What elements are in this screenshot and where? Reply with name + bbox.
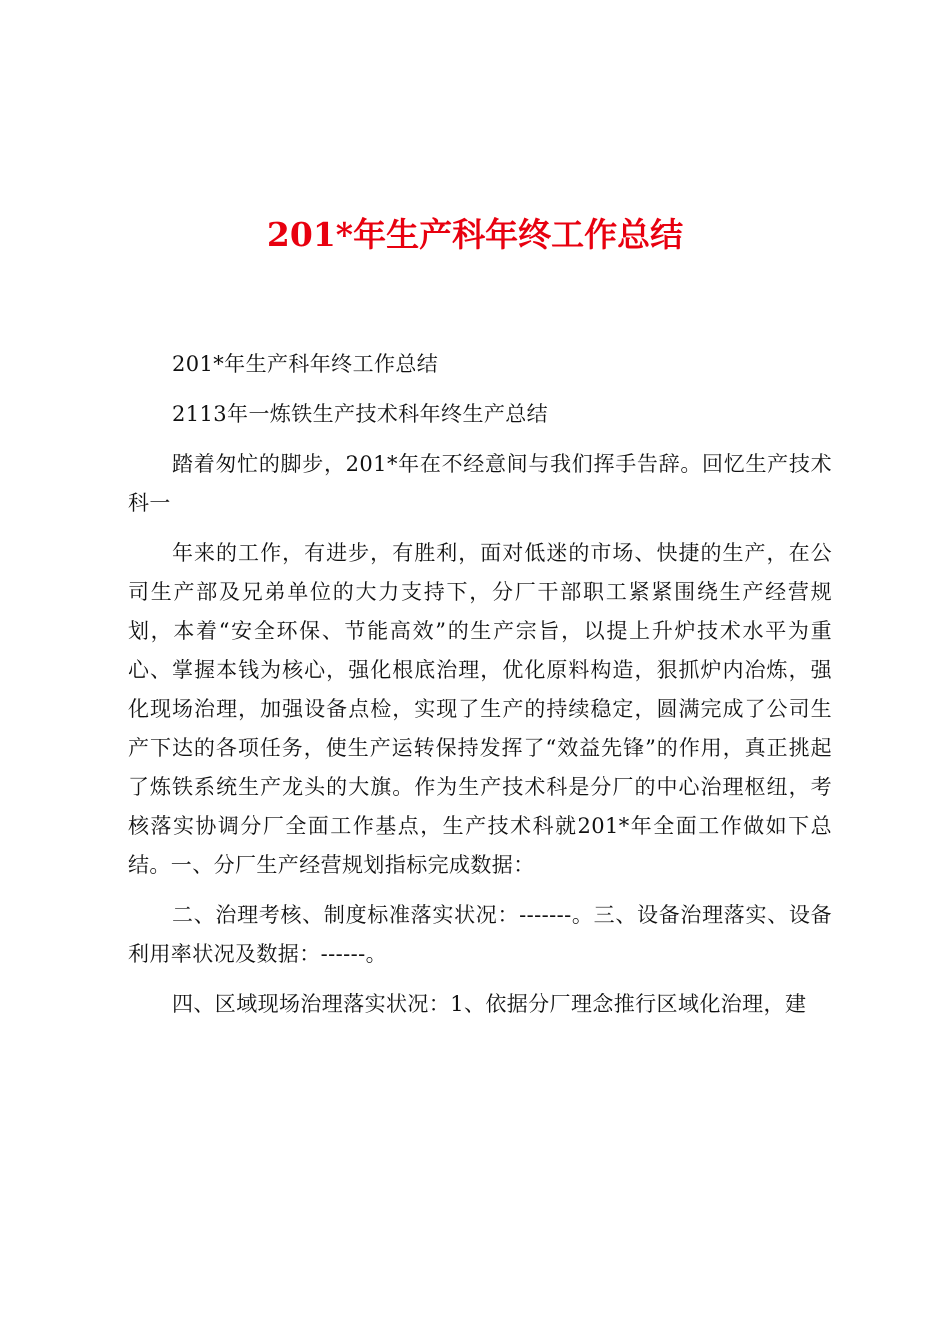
paragraph-section-four: 四、区域现场治理落实状况：1、依据分厂理念推行区域化治理，建 [172, 992, 807, 1016]
paragraph-subtitle: 201*年生产科年终工作总结 [172, 352, 439, 376]
paragraph-report-heading: 2113年一炼铁生产技术科年终生产总结 [172, 402, 549, 426]
paragraph-main: 年来的工作，有进步，有胜利，面对低迷的市场、快捷的生产，在公司生产部及兄弟单位的大力支持下，分厂干部职工紧紧围绕生产经营规划，本着“安全环保、节能高效”的生产宗旨，以提上升炉技术水平为重心、掌握本钱为核心，强化根底治理，优化原料构造，狠抓炉内冶炼，强化现场治理，加强设备点检，实现了生产的持续稳定，圆满完成了公司生产下达的各项任务，使生产运转保持发挥了“效益先锋”的作用，真正挑起了炼铁系统生产龙头的大旗。作为生产技术科是分厂的中心治理枢纽，考核落实协调分厂全面工作基点，生产技术科就201*年全面工作做如下总结。一、分厂生产经营规划指标完成数据： [128, 541, 832, 877]
document-body [128, 345, 832, 1035]
paragraph-intro: 踏着匆忙的脚步，201*年在不经意间与我们挥手告辞。回忆生产技术科一 [128, 452, 832, 515]
document-title: 201*年生产科年终工作总结 [266, 215, 684, 254]
paragraph-section-two-three: 二、治理考核、制度标准落实状况：-------。三、设备治理落实、设备利用率状况及数据：------。 [128, 903, 832, 966]
